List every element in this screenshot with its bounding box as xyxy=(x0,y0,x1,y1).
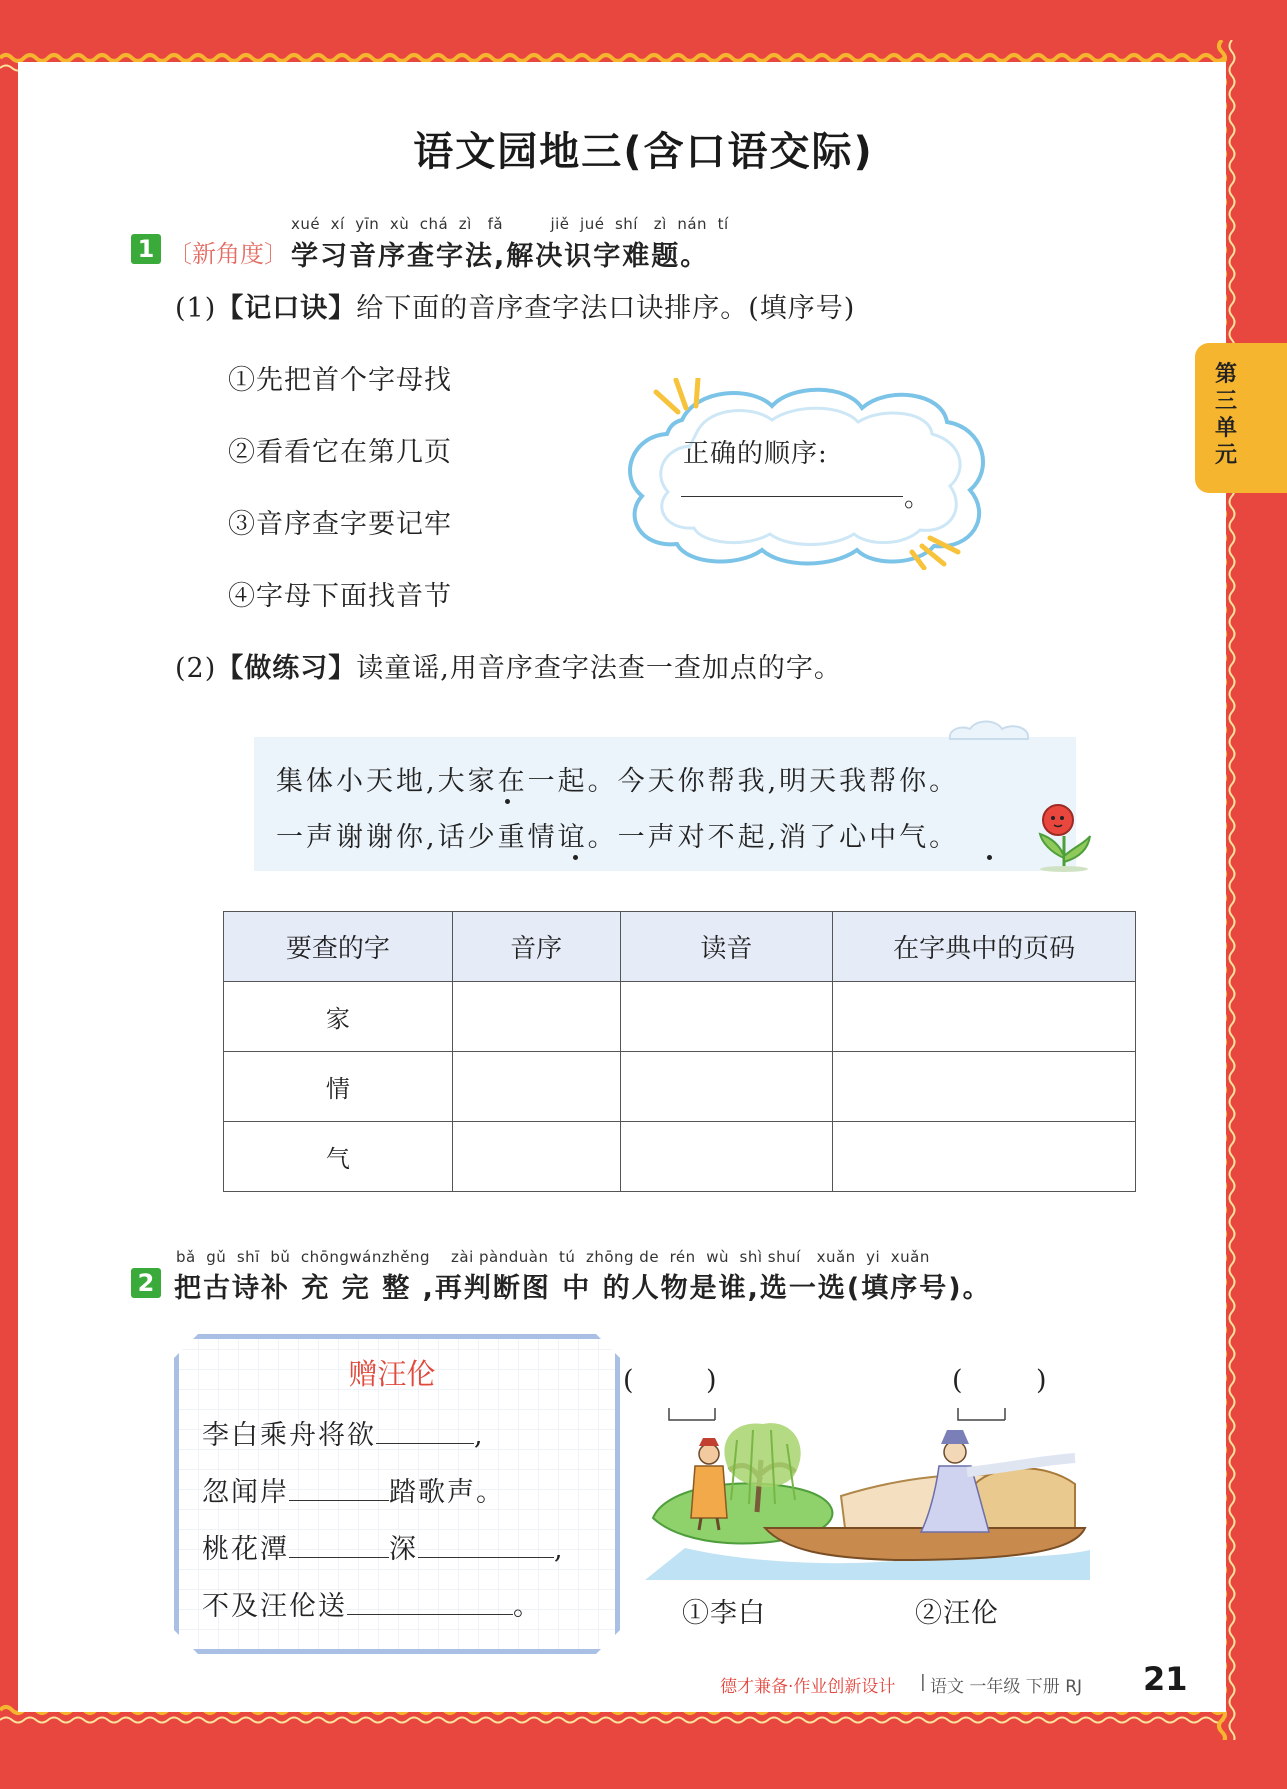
q1-part1-line xyxy=(175,286,855,325)
q1-part2-label: 【做练习】 xyxy=(216,653,357,684)
poem-line-3-punct: , xyxy=(554,1534,565,1565)
q1-part1-label: 【记口诀】 xyxy=(216,293,357,324)
page-number: 21 xyxy=(1143,1660,1188,1698)
answer-bracket-right-close: ) xyxy=(1036,1365,1048,1396)
initial-answer-cell[interactable] xyxy=(452,982,620,1052)
answer-bracket-left-open: ( xyxy=(623,1365,635,1396)
poem-line-3 xyxy=(202,1527,565,1566)
poem-line-4-punct: 。 xyxy=(513,1591,542,1622)
table-row xyxy=(224,1122,1136,1192)
page-answer-cell[interactable] xyxy=(833,1052,1136,1122)
order-answer-blank[interactable] xyxy=(681,496,903,497)
poem-blank-2[interactable] xyxy=(289,1474,389,1501)
q2-question-text: 把古诗补 充 完 整 ,再判断图 中 的人物是谁,选一选(填序号)。 xyxy=(174,1273,992,1304)
poem-title: 赠汪伦 xyxy=(348,1357,436,1391)
q1-number-badge: 1 xyxy=(131,234,161,264)
table-header-row xyxy=(224,912,1136,982)
q1-part1-prefix: (1) xyxy=(175,293,217,324)
page-answer-cell[interactable] xyxy=(833,1122,1136,1192)
row-char-cell: 气 xyxy=(224,1122,453,1192)
small-cloud-decoration xyxy=(940,717,1050,743)
emphasis-dot-jia xyxy=(505,799,510,804)
q2-pinyin: bǎ gǔ shī bǔ chōngwánzhěng zài pànduàn tú zhōng de rén wù shì shuí xuǎn yi xuǎn xyxy=(176,1248,930,1266)
poem-line-2-punct: 。 xyxy=(476,1477,505,1508)
answer-bracket-right-open: ( xyxy=(952,1365,964,1396)
poem-line-1 xyxy=(202,1413,485,1452)
column-header-page: 在字典中的页码 xyxy=(833,912,1136,982)
q1-part1-text: 给下面的音序查字法口诀排序。(填序号) xyxy=(356,293,856,324)
emphasis-dot-qi xyxy=(987,855,992,860)
poem-line-2 xyxy=(202,1470,505,1509)
column-header-char: 要查的字 xyxy=(224,912,453,982)
pronunciation-answer-cell[interactable] xyxy=(620,1122,833,1192)
poem-line-3-text: 桃花潭 xyxy=(202,1534,289,1565)
poem-line-4-text: 不及汪伦送 xyxy=(202,1591,347,1622)
mnemonic-item-3: ③音序查字要记牢 xyxy=(228,509,452,540)
answer-slot-left[interactable] xyxy=(645,1372,703,1402)
mnemonic-item-2: ②看看它在第几页 xyxy=(228,437,452,468)
table-row xyxy=(224,982,1136,1052)
footer-brand: 德才兼备·作业创新设计 xyxy=(720,1677,896,1697)
cloud-period: 。 xyxy=(904,483,932,513)
q1-question-text: 学习音序查字法,解决识字难题。 xyxy=(291,241,710,272)
answer-bracket-left-close: ) xyxy=(706,1365,718,1396)
answer-slot-right[interactable] xyxy=(975,1372,1033,1402)
q2-number-badge: 2 xyxy=(131,1268,161,1298)
q1-part2-line xyxy=(175,646,842,685)
page-answer-cell[interactable] xyxy=(833,982,1136,1052)
pronunciation-answer-cell[interactable] xyxy=(620,1052,833,1122)
table-row xyxy=(224,1052,1136,1122)
footer-book-info: 语文 一年级 下册 RJ xyxy=(930,1677,1083,1697)
poem-blank-4[interactable] xyxy=(418,1531,554,1558)
cloud-prompt: 正确的顺序: xyxy=(683,439,828,469)
poem-line-2-mid: 踏歌声 xyxy=(389,1477,476,1508)
answer-cloud xyxy=(612,378,1002,570)
poem-line-1-punct: , xyxy=(474,1420,485,1451)
q1-part2-text: 读童谣,用音序查字法查一查加点的字。 xyxy=(356,653,842,684)
poem-blank-3[interactable] xyxy=(289,1531,389,1558)
option-li-bai[interactable]: ①李白 xyxy=(682,1598,766,1629)
row-char-cell: 家 xyxy=(224,982,453,1052)
pronunciation-answer-cell[interactable] xyxy=(620,982,833,1052)
q1-part2-prefix: (2) xyxy=(175,653,217,684)
column-header-initial: 音序 xyxy=(452,912,620,982)
poem-blank-1[interactable] xyxy=(376,1417,474,1444)
unit-side-tab-label: 第三单元 xyxy=(1214,362,1237,468)
footer-separator: | xyxy=(920,1672,926,1692)
mnemonic-item-1: ①先把首个字母找 xyxy=(228,365,452,396)
poem-line-3-mid: 深 xyxy=(389,1534,418,1565)
rhyme-line-1: 集体小天地,大家在一起。今天你帮我,明天我帮你。 xyxy=(276,766,960,797)
mnemonic-item-4: ④字母下面找音节 xyxy=(228,581,452,612)
poem-line-4 xyxy=(202,1584,542,1623)
poem-line-1-text: 李白乘舟将欲 xyxy=(202,1420,376,1451)
dictionary-lookup-table xyxy=(223,911,1136,1192)
poem-blank-5[interactable] xyxy=(347,1588,513,1615)
rhyme-line-2: 一声谢谢你,话少重情谊。一声对不起,消了心中气。 xyxy=(276,822,960,853)
row-char-cell: 情 xyxy=(224,1052,453,1122)
q1-new-angle-tag: 〔新角度〕 xyxy=(168,240,288,268)
poem-scene-illustration xyxy=(645,1400,1095,1580)
emphasis-dot-qing xyxy=(573,855,578,860)
unit-side-tab[interactable] xyxy=(1195,343,1287,493)
column-header-pronunciation: 读音 xyxy=(620,912,833,982)
q1-pinyin: xué xí yīn xù chá zì fǎ jiě jué shí zì nán tí xyxy=(291,215,729,233)
flower-icon xyxy=(1030,796,1094,872)
initial-answer-cell[interactable] xyxy=(452,1052,620,1122)
poem-line-2-text: 忽闻岸 xyxy=(202,1477,289,1508)
page-title: 语文园地三(含口语交际) xyxy=(413,129,874,175)
option-wang-lun[interactable]: ②汪伦 xyxy=(915,1598,999,1629)
initial-answer-cell[interactable] xyxy=(452,1122,620,1192)
